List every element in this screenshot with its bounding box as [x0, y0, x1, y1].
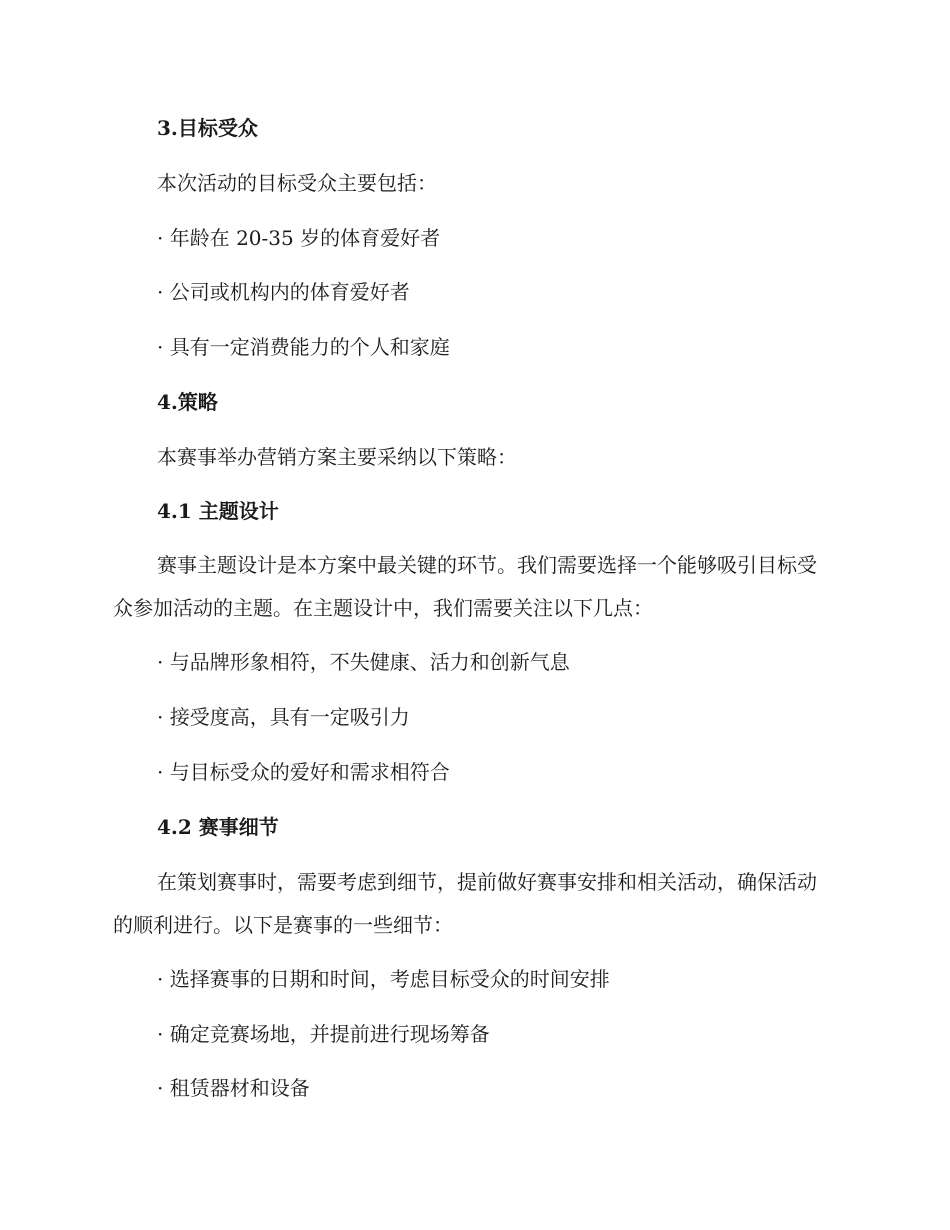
theme-paragraph: 赛事主题设计是本方案中最关键的环节。我们需要选择一个能够吸引目标受众参加活动的主题。在主题设计中，我们需要关注以下几点：: [113, 553, 817, 620]
detail-paragraph: 在策划赛事时，需要考虑到细节，提前做好赛事安排和相关活动，确保活动的顺利进行。以下是赛事的一些细节：: [113, 870, 817, 937]
strategy-intro: 本赛事举办营销方案主要采纳以下策略：: [157, 445, 517, 469]
audience-intro: 本次活动的目标受众主要包括：: [157, 171, 437, 195]
heading-event-details: 4.2 赛事细节: [157, 815, 279, 839]
audience-item: · 年龄在 20-35 岁的体育爱好者: [157, 226, 441, 250]
detail-item: · 确定竞赛场地，并提前进行现场筹备: [157, 1022, 490, 1046]
detail-item: · 选择赛事的日期和时间，考虑目标受众的时间安排: [157, 967, 610, 991]
theme-item: · 与品牌形象相符，不失健康、活力和创新气息: [157, 650, 570, 674]
detail-item: · 租赁器材和设备: [157, 1076, 310, 1100]
audience-item: · 公司或机构内的体育爱好者: [157, 280, 410, 304]
audience-item: · 具有一定消费能力的个人和家庭: [157, 335, 450, 359]
heading-strategy: 4.策略: [157, 390, 218, 414]
heading-target-audience: 3.目标受众: [157, 116, 258, 140]
theme-item: · 与目标受众的爱好和需求相符合: [157, 760, 450, 784]
theme-item: · 接受度高，具有一定吸引力: [157, 705, 410, 729]
heading-theme-design: 4.1 主题设计: [157, 499, 279, 523]
